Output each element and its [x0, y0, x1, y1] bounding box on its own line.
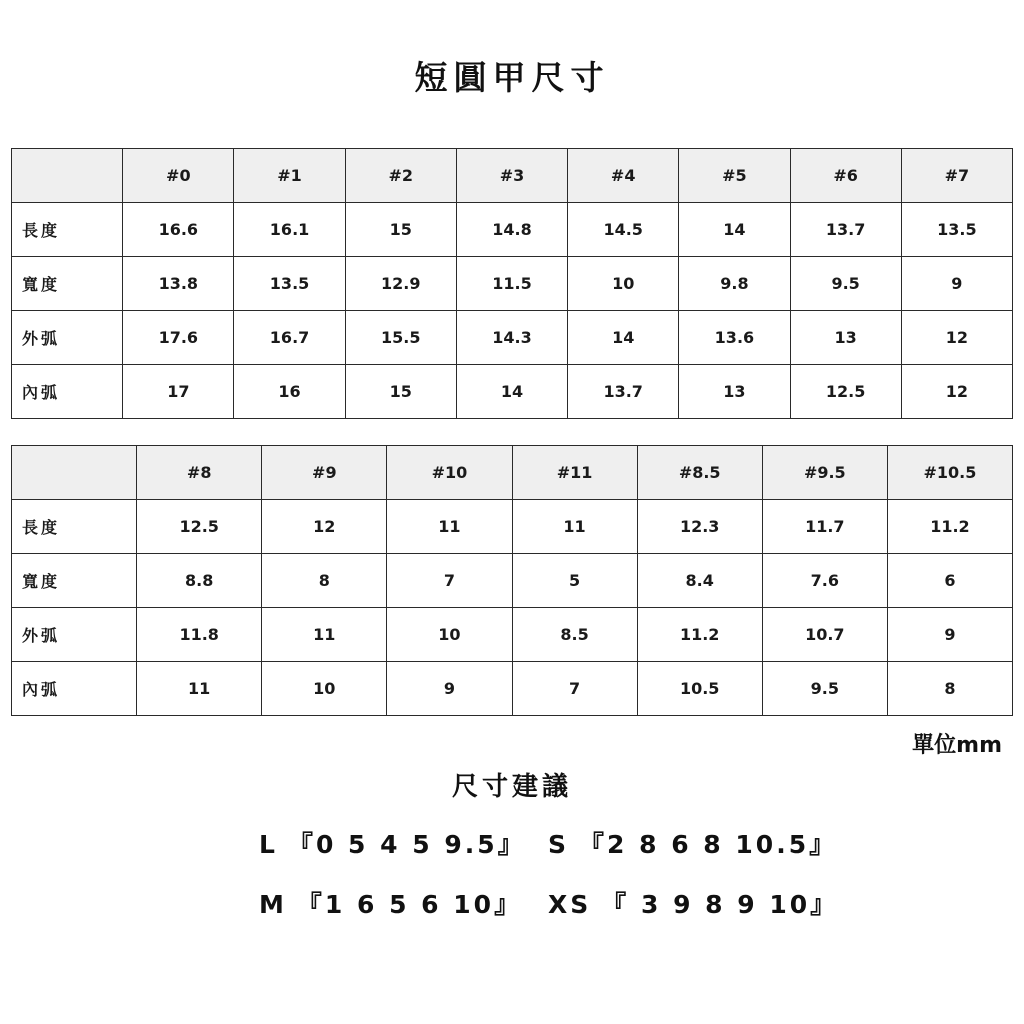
table-cell: 11	[137, 662, 262, 716]
table-cell: 13.5	[901, 203, 1012, 257]
table-row	[12, 608, 1013, 662]
table-cell: 13.7	[568, 365, 679, 419]
table-row	[12, 203, 1013, 257]
column-header: #9	[262, 446, 387, 500]
table-cell: 12	[901, 365, 1012, 419]
column-header: #4	[568, 149, 679, 203]
row-label: 長度	[12, 203, 123, 257]
table-cell: 9	[887, 608, 1012, 662]
table-cell: 9.8	[679, 257, 790, 311]
table-cell: 14.5	[568, 203, 679, 257]
table-cell: 11.7	[762, 500, 887, 554]
table-cell: 15	[345, 203, 456, 257]
table-row	[12, 311, 1013, 365]
table-cell: 13.8	[123, 257, 234, 311]
table-corner-cell	[12, 446, 137, 500]
table-cell: 14	[456, 365, 567, 419]
table-row	[12, 554, 1013, 608]
table-cell: 12.9	[345, 257, 456, 311]
unit-label: 單位mm	[912, 733, 1002, 758]
table-row	[12, 257, 1013, 311]
table-cell: 14	[568, 311, 679, 365]
table-header-row	[12, 446, 1013, 500]
table-cell: 13	[790, 311, 901, 365]
row-label: 外弧	[12, 608, 137, 662]
table-cell: 8	[262, 554, 387, 608]
table-row	[12, 662, 1013, 716]
table-cell: 12.5	[137, 500, 262, 554]
table-cell: 8.5	[512, 608, 637, 662]
table-cell: 10.5	[637, 662, 762, 716]
table-cell: 14.3	[456, 311, 567, 365]
table-cell: 10	[387, 608, 512, 662]
table-cell: 9	[901, 257, 1012, 311]
table-cell: 8.4	[637, 554, 762, 608]
table-cell: 17.6	[123, 311, 234, 365]
table-cell: 5	[512, 554, 637, 608]
table-cell: 11.2	[887, 500, 1012, 554]
recommendation-title: 尺寸建議	[451, 772, 572, 802]
table-cell: 8.8	[137, 554, 262, 608]
size-values: 『2 8 6 8 10.5』	[579, 830, 838, 859]
size-code: S	[548, 830, 570, 859]
size-code: XS	[548, 890, 592, 919]
table-cell: 13	[679, 365, 790, 419]
table-cell: 13.7	[790, 203, 901, 257]
column-header: #2	[345, 149, 456, 203]
table-cell: 13.6	[679, 311, 790, 365]
table-cell: 10	[568, 257, 679, 311]
column-header: #11	[512, 446, 637, 500]
table-cell: 10	[262, 662, 387, 716]
size-table-1	[11, 148, 1013, 419]
table-cell: 10.7	[762, 608, 887, 662]
recommendation-xs	[548, 885, 838, 921]
table-cell: 7.6	[762, 554, 887, 608]
table-cell: 9.5	[790, 257, 901, 311]
row-label: 寬度	[12, 257, 123, 311]
column-header: #10.5	[887, 446, 1012, 500]
table-cell: 12	[262, 500, 387, 554]
column-header: #0	[123, 149, 234, 203]
table-cell: 11.2	[637, 608, 762, 662]
size-values: 『0 5 4 5 9.5』	[287, 830, 526, 859]
size-table-2	[11, 445, 1013, 716]
table-cell: 11	[262, 608, 387, 662]
table-cell: 12	[901, 311, 1012, 365]
column-header: #7	[901, 149, 1012, 203]
size-values: 『1 6 5 6 10』	[296, 890, 523, 919]
table-cell: 13.5	[234, 257, 345, 311]
recommendation-l	[259, 825, 526, 861]
size-code: L	[259, 830, 278, 859]
table-cell: 12.5	[790, 365, 901, 419]
table-cell: 8	[887, 662, 1012, 716]
table-cell: 12.3	[637, 500, 762, 554]
size-values: 『 3 9 8 9 10』	[601, 890, 839, 919]
table-cell: 9	[387, 662, 512, 716]
table-cell: 16.6	[123, 203, 234, 257]
row-label: 長度	[12, 500, 137, 554]
page-title: 短圓甲尺寸	[414, 58, 610, 97]
column-header: #8	[137, 446, 262, 500]
recommendation-s	[548, 825, 837, 861]
size-code: M	[259, 890, 287, 919]
table-cell: 16.1	[234, 203, 345, 257]
table-cell: 9.5	[762, 662, 887, 716]
row-label: 內弧	[12, 365, 123, 419]
table-row	[12, 500, 1013, 554]
table-corner-cell	[12, 149, 123, 203]
table-cell: 11	[512, 500, 637, 554]
column-header: #3	[456, 149, 567, 203]
table-cell: 7	[387, 554, 512, 608]
table-row	[12, 365, 1013, 419]
table-cell: 15.5	[345, 311, 456, 365]
recommendation-m	[259, 885, 522, 921]
row-label: 寬度	[12, 554, 137, 608]
table-cell: 16.7	[234, 311, 345, 365]
table-cell: 17	[123, 365, 234, 419]
table-cell: 11.5	[456, 257, 567, 311]
table-cell: 11	[387, 500, 512, 554]
table-cell: 14	[679, 203, 790, 257]
table-cell: 11.8	[137, 608, 262, 662]
row-label: 內弧	[12, 662, 137, 716]
row-label: 外弧	[12, 311, 123, 365]
table-header-row	[12, 149, 1013, 203]
column-header: #8.5	[637, 446, 762, 500]
column-header: #6	[790, 149, 901, 203]
table-cell: 6	[887, 554, 1012, 608]
table-cell: 14.8	[456, 203, 567, 257]
column-header: #9.5	[762, 446, 887, 500]
table-cell: 7	[512, 662, 637, 716]
table-cell: 16	[234, 365, 345, 419]
table-cell: 15	[345, 365, 456, 419]
column-header: #1	[234, 149, 345, 203]
column-header: #5	[679, 149, 790, 203]
column-header: #10	[387, 446, 512, 500]
